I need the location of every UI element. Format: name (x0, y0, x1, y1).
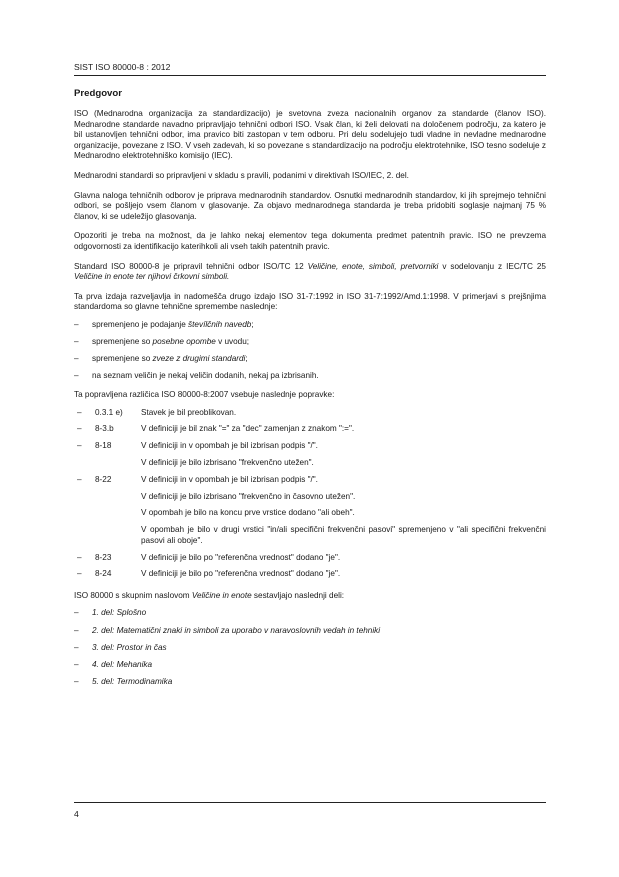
dash-marker: – (77, 552, 82, 562)
paragraph-series (74, 591, 546, 602)
footer-rule (74, 802, 546, 803)
text-span: ; (251, 319, 254, 329)
paragraph-corrigendum: Ta popravljena različica ISO 80000-8:2007 vsebuje naslednje popravke: (74, 390, 335, 400)
correction-text: V definiciji je bil znak "=" za "dec" zamenjan z znakom ":=". (141, 424, 355, 434)
correction-text: V definiciji je bilo po "referenčna vrednost" dodano "je". (141, 552, 341, 562)
part-title: 3. del: Prostor in čas (92, 642, 167, 652)
text-span: spremenjene so (92, 337, 153, 347)
correction-item (74, 408, 546, 419)
correction-code: 8-18 (95, 441, 112, 451)
correction-item (74, 441, 546, 452)
correction-text: V definiciji je bilo po "referenčna vrednost" dodano "je". (141, 569, 341, 579)
header-rule (74, 75, 546, 76)
correction-code: 8-3.b (95, 424, 114, 434)
dash-marker: – (77, 569, 82, 579)
list-item (74, 660, 546, 671)
correction-text: V definiciji je bilo izbrisano "frekvenčno in časovno utežen". (141, 491, 356, 501)
emphasis-span: Veličine, enote, simboli, pretvorniki (307, 261, 439, 271)
correction-item (74, 475, 546, 486)
text-span: v sodelovanju z IEC/TC 25 (438, 261, 546, 271)
paragraph-iso-intro: ISO (Mednarodna organizacija za standardizacijo) je svetovna zveza nacionalnih organov za standarde (članov ISO). Mednarodne standarde navadno pripravljajo tehnični odbori ISO. Vsak član, ki želi delovati na določenem področju, za katero je bil ustanovljen tehnični odbor, ima pravico biti zastopan v tem odboru. Pri delu sodelujejo tudi vladne in nevladne mednarodne organizacije, povezane z ISO. V vseh zadevah, ki so povezane s standardizacijo na področju elektrotehnike, ISO tesno sodeluje z Mednarodno elektrotehniško komisijo (IEC). (74, 109, 546, 161)
correction-text: V opombah je bilo v drugi vrstici "in/ali specifični frekvenčni pasovi" spremenjeno v "ali specifični frekvenčni pasovi ali oboje". (141, 525, 546, 545)
parts-list (74, 608, 546, 687)
paragraph-directives: Mednarodni standardi so pripravljeni v skladu s pravili, podanimi v direktivah ISO/IEC, 2. del. (74, 170, 409, 180)
main-changes-list (74, 320, 546, 382)
part-title: 2. del: Matematični znaki in simboli za uporabo v naravoslovnih vedah in tehniki (92, 625, 381, 635)
text-span: Standard ISO 80000-8 je pripravil tehnični odbor ISO/TC 12 (74, 261, 308, 271)
dash-marker: – (77, 441, 82, 451)
list-item (74, 643, 546, 654)
text-span: spremenjene so (92, 354, 153, 364)
paragraph-committees: Glavna naloga tehničnih odborov je priprava mednarodnih standardov. Osnutki mednarodnih standardov, ki jih sprejmejo tehnični odbori, se pošljejo vsem članom v glasovanje. Za objavo mednarodnega standarda je treba pridobiti soglasje najmanj 75 % članov, ki se udeležijo glasovanja. (74, 190, 546, 221)
text-span: spremenjeno je podajanje (92, 319, 189, 329)
text-span: v uvodu; (215, 337, 250, 347)
emphasis-span: števílčnih navedb (188, 319, 252, 329)
page-content (74, 88, 546, 696)
list-item (74, 608, 546, 619)
emphasis-span: Veličine in enote (191, 590, 252, 600)
correction-code: 0.3.1 e) (95, 407, 123, 417)
dash-marker: – (77, 407, 82, 417)
part-title: 4. del: Mehanika (92, 660, 153, 670)
list-item (74, 371, 546, 382)
correction-text: V opombah je bilo na koncu prve vrstice dodano "ali obeh". (141, 508, 355, 518)
correction-code: 8-22 (95, 474, 112, 484)
part-title: 1. del: Splošno (92, 608, 147, 618)
paragraph-patents: Opozoriti je treba na možnost, da je lahko nekaj elementov tega dokumenta predmet patentnih pravic. ISO ne prevzema odgovornosti za identifikacijo katerihkoli ali vseh takih patentnih pravic. (74, 231, 546, 251)
list-item (74, 337, 546, 348)
text-span: ; (245, 354, 248, 364)
emphasis-span: posebne opombe (152, 337, 216, 347)
correction-code: 8-23 (95, 552, 112, 562)
correction-code: 8-24 (95, 569, 112, 579)
correction-text: V definiciji in v opombah je bil izbrisan podpis "/". (141, 441, 318, 451)
text-span: ISO 80000 s skupnim naslovom (74, 590, 192, 600)
list-item (74, 626, 546, 637)
correction-item (74, 424, 546, 435)
emphasis-span: Veličine in enote ter njihovi črkovni simboli. (74, 272, 230, 282)
list-item (74, 320, 546, 331)
list-item (74, 677, 546, 688)
part-title: 5. del: Termodinamika (92, 677, 173, 687)
document-header: SIST ISO 80000-8 : 2012 (74, 62, 171, 72)
correction-text: V definiciji je bilo izbrisano "frekvenčno utežen". (141, 458, 314, 467)
correction-item (74, 569, 546, 580)
correction-text: V definiciji in v opombah je bil izbrisan podpis "/". (141, 474, 318, 484)
text-span: na seznam veličin je nekaj veličin dodanih, nekaj pa izbrisanih. (92, 371, 319, 381)
text-span: sestavljajo naslednji deli: (251, 590, 345, 600)
correction-item (74, 553, 546, 564)
paragraph-edition: Ta prva izdaja razveljavlja in nadomešča drugo izdajo ISO 31-7:1992 in ISO 31-7:1992/Amd.1:1998. V primerjavi s prejšnjima standardoma so glavne tehnične spremembe naslednje: (74, 291, 546, 312)
emphasis-span: zveze z drugimi standardi (152, 354, 246, 364)
list-item (74, 354, 546, 365)
dash-marker: – (77, 424, 82, 434)
correction-text: Stavek je bil preoblikovan. (141, 407, 237, 417)
section-title: Predgovor (74, 88, 122, 99)
corrections-list (74, 408, 546, 580)
page-number: 4 (74, 809, 79, 819)
dash-marker: – (77, 474, 82, 484)
paragraph-prepared-by (74, 262, 546, 283)
